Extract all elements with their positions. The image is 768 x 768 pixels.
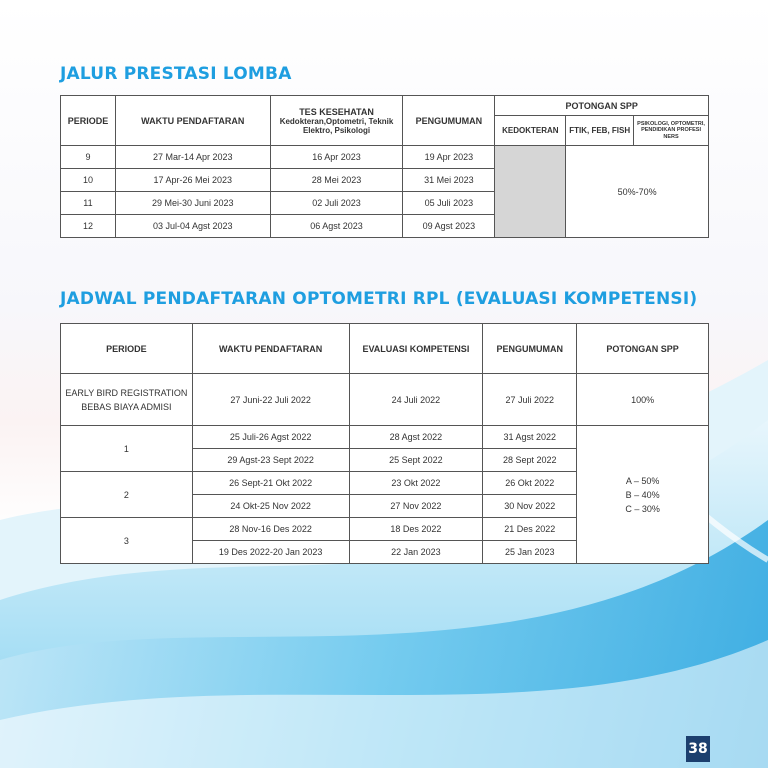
table-row [61,426,709,449]
cell-tes: 06 Agst 2023 [270,215,403,238]
cell-kedokteran-empty [495,146,566,238]
prestasi-table [60,95,709,238]
cell-periode: 9 [61,146,116,169]
cell-waktu: 28 Nov-16 Des 2022 [192,518,349,541]
tier-c: C – 30% [625,503,660,514]
section2-title: JADWAL PENDAFTARAN OPTOMETRI RPL (EVALUASI KOMPETENSI) [60,289,698,309]
cell-waktu: 26 Sept-21 Okt 2022 [192,472,349,495]
cell-waktu: 27 Mar-14 Apr 2023 [115,146,270,169]
cell-waktu: 24 Okt-25 Nov 2022 [192,495,349,518]
header-tes-kesehatan [270,96,403,146]
cell-tes: 16 Apr 2023 [270,146,403,169]
cell-evaluasi: 25 Sept 2022 [349,449,483,472]
header-pengumuman: PENGUMUMAN [483,324,577,374]
header-potongan: POTONGAN SPP [495,96,709,116]
table-row [61,146,709,169]
cell-pengumuman: 19 Apr 2023 [403,146,495,169]
cell-waktu: 25 Juli-26 Agst 2022 [192,426,349,449]
cell-waktu: 03 Jul-04 Agst 2023 [115,215,270,238]
header-psikologi: PSIKOLOGI, OPTOMETRI, PENDIDIKAN PROFESI NERS [634,116,709,146]
cell-evaluasi: 18 Des 2022 [349,518,483,541]
cell-pengumuman: 28 Sept 2022 [483,449,577,472]
cell-pengumuman: 26 Okt 2022 [483,472,577,495]
header-waktu: WAKTU PENDAFTARAN [115,96,270,146]
cell-tes: 02 Juli 2023 [270,192,403,215]
cell-periode: 3 [61,518,193,564]
header-potongan: POTONGAN SPP [577,324,709,374]
early-bird-line2: BEBAS BIAYA ADMISI [81,401,172,412]
cell-periode: 12 [61,215,116,238]
cell-pengumuman: 05 Juli 2023 [403,192,495,215]
cell-periode: 1 [61,426,193,472]
section1-title: JALUR PRESTASI LOMBA [60,64,292,84]
cell-potongan-tiers [577,426,709,564]
cell-waktu: 19 Des 2022-20 Jan 2023 [192,541,349,564]
table-row-early-bird [61,374,709,426]
cell-pengumuman: 21 Des 2022 [483,518,577,541]
cell-pengumuman: 25 Jan 2023 [483,541,577,564]
cell-periode: 2 [61,472,193,518]
cell-waktu: 17 Apr-26 Mei 2023 [115,169,270,192]
cell-tes: 28 Mei 2023 [270,169,403,192]
cell-pengumuman: 30 Nov 2022 [483,495,577,518]
cell-evaluasi: 22 Jan 2023 [349,541,483,564]
cell-early-bird-label [61,374,193,426]
tes-title: TES KESEHATAN [299,106,374,117]
tes-subtitle: Kedokteran,Optometri, Teknik Elektro, Psikologi [279,116,394,135]
cell-evaluasi: 28 Agst 2022 [349,426,483,449]
page-number: 38 [686,736,710,762]
header-evaluasi: EVALUASI KOMPETENSI [349,324,483,374]
header-waktu: WAKTU PENDAFTARAN [192,324,349,374]
header-kedokteran: KEDOKTERAN [495,116,566,146]
cell-periode: 10 [61,169,116,192]
tier-a: A – 50% [625,475,660,486]
optometri-rpl-table [60,323,709,564]
cell-periode: 11 [61,192,116,215]
cell-potongan-value: 50%-70% [566,146,709,238]
cell-waktu: 29 Mei-30 Juni 2023 [115,192,270,215]
cell-waktu: 27 Juni-22 Juli 2022 [192,374,349,426]
cell-pengumuman: 27 Juli 2022 [483,374,577,426]
cell-evaluasi: 24 Juli 2022 [349,374,483,426]
cell-pengumuman: 31 Mei 2023 [403,169,495,192]
cell-evaluasi: 27 Nov 2022 [349,495,483,518]
cell-waktu: 29 Agst-23 Sept 2022 [192,449,349,472]
cell-pengumuman: 31 Agst 2022 [483,426,577,449]
early-bird-line1: EARLY BIRD REGISTRATION [65,387,188,398]
cell-evaluasi: 23 Okt 2022 [349,472,483,495]
header-ftik: FTIK, FEB, FISH [566,116,634,146]
cell-pengumuman: 09 Agst 2023 [403,215,495,238]
header-periode: PERIODE [61,324,193,374]
header-pengumuman: PENGUMUMAN [403,96,495,146]
cell-potongan: 100% [577,374,709,426]
header-periode: PERIODE [61,96,116,146]
tier-b: B – 40% [625,489,660,500]
